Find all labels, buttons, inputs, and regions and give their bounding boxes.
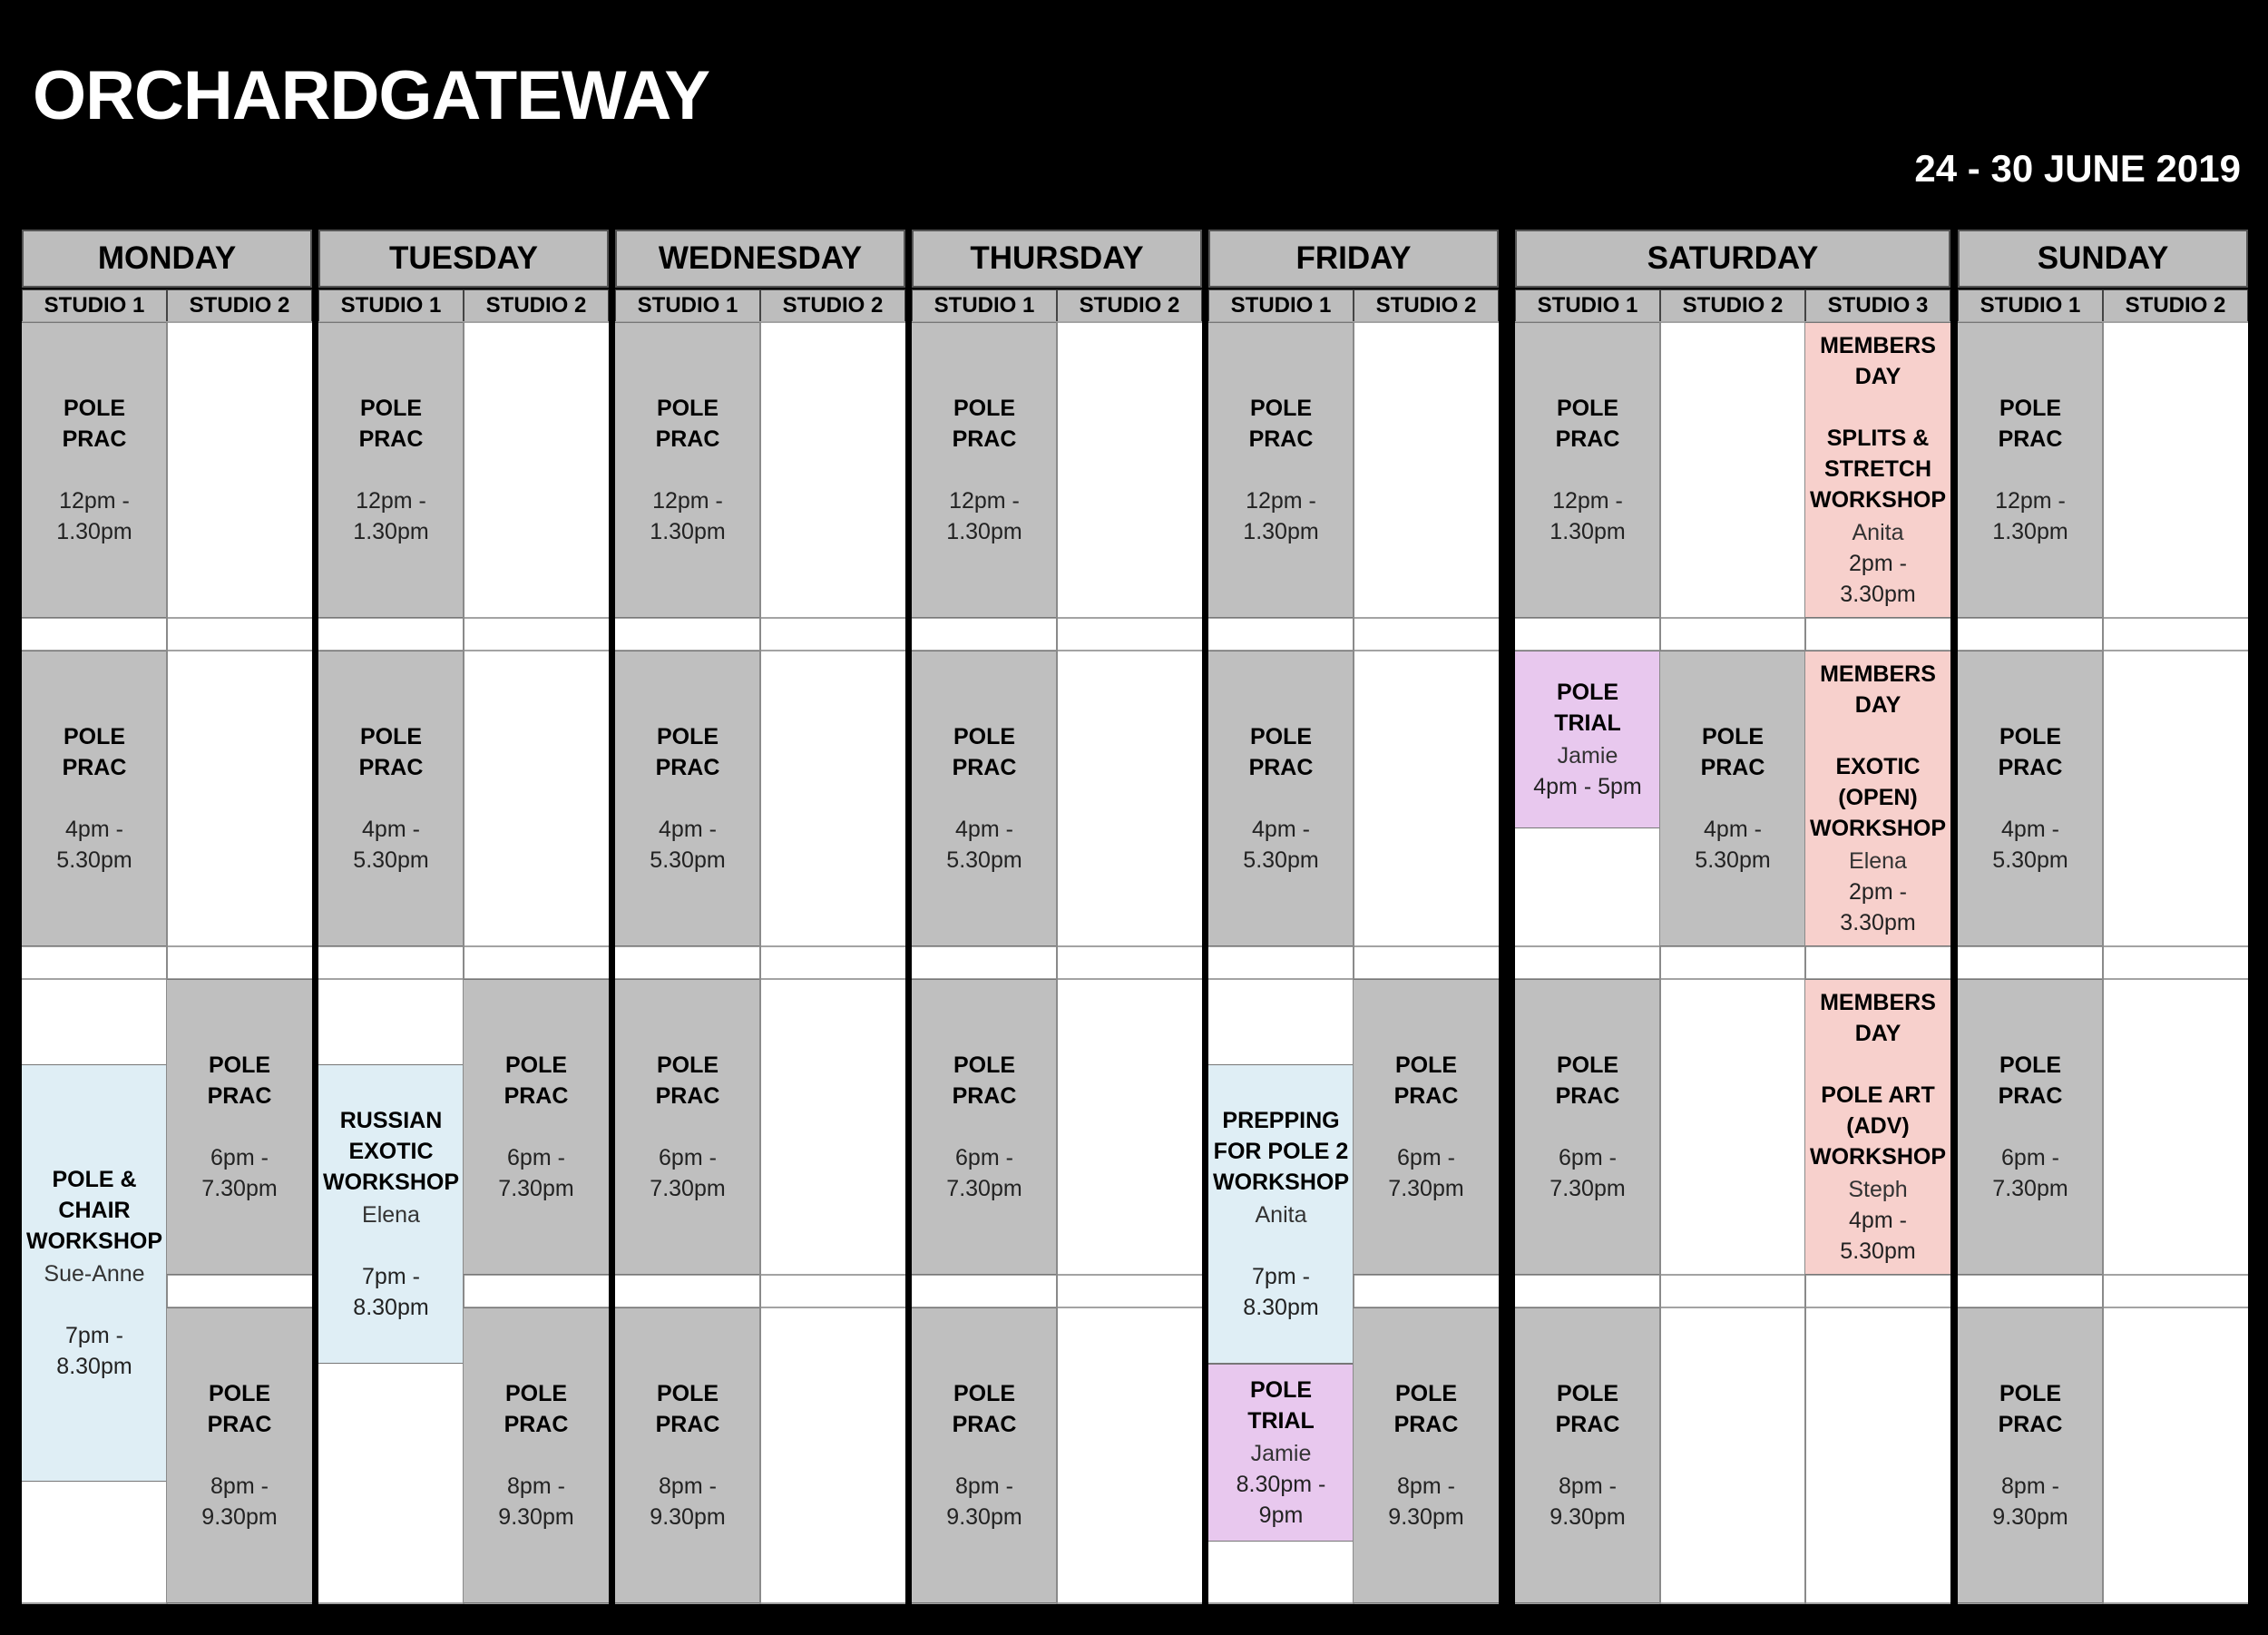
grid-line bbox=[1660, 1602, 1805, 1604]
grid-line bbox=[22, 1602, 167, 1604]
class-block[interactable] bbox=[615, 1307, 760, 1603]
day-header: WEDNESDAY bbox=[615, 230, 905, 288]
class-time: 8pm - 9.30pm bbox=[201, 1473, 278, 1530]
grid-line bbox=[760, 617, 905, 619]
class-title: PREPPING FOR POLE 2 WORKSHOP bbox=[1213, 1108, 1349, 1195]
class-block[interactable] bbox=[167, 1307, 312, 1603]
grid-line bbox=[464, 321, 609, 323]
studio-header: STUDIO 1 bbox=[318, 289, 464, 322]
class-block[interactable] bbox=[615, 651, 760, 946]
class-instructor: Anita bbox=[1255, 1202, 1307, 1228]
class-title: POLE & CHAIR WORKSHOP bbox=[26, 1167, 162, 1254]
class-time: 4pm - 5.30pm bbox=[1695, 817, 1771, 873]
class-block[interactable] bbox=[1515, 322, 1660, 618]
grid-line bbox=[1057, 978, 1202, 980]
grid-line bbox=[1354, 617, 1499, 619]
class-title: MEMBERS DAY SPLITS & STRETCH WORKSHOP bbox=[1810, 333, 1946, 513]
class-time: 12pm - 1.30pm bbox=[56, 488, 132, 544]
class-block[interactable] bbox=[1805, 651, 1950, 946]
grid-line bbox=[2103, 650, 2248, 651]
day-wednesday bbox=[615, 230, 905, 1604]
class-instructor: Anita bbox=[1852, 520, 1904, 545]
studio-column-studio-1 bbox=[318, 289, 464, 1604]
grid-line bbox=[1660, 1274, 1805, 1276]
grid-line bbox=[760, 1307, 905, 1308]
grid-line bbox=[760, 1602, 905, 1604]
class-block[interactable] bbox=[615, 979, 760, 1275]
class-time: 4pm - 5.30pm bbox=[1992, 817, 2068, 873]
class-block[interactable] bbox=[464, 1307, 609, 1603]
grid-line bbox=[1354, 321, 1499, 323]
column-divider bbox=[1056, 322, 1058, 1604]
column-divider bbox=[1659, 322, 1661, 1604]
studio-column-studio-1 bbox=[1208, 289, 1354, 1604]
grid-line bbox=[1515, 945, 1660, 947]
grid-line bbox=[1208, 978, 1354, 980]
grid-line bbox=[1057, 1602, 1202, 1604]
grid-line bbox=[1057, 650, 1202, 651]
class-block[interactable] bbox=[318, 322, 464, 618]
class-time: 4pm - 5.30pm bbox=[946, 817, 1022, 873]
day-monday bbox=[22, 230, 312, 1604]
grid-line bbox=[1354, 945, 1499, 947]
studio-column-studio-1 bbox=[615, 289, 760, 1604]
studio-header: STUDIO 2 bbox=[464, 289, 609, 322]
grid-line bbox=[2103, 945, 2248, 947]
class-block[interactable] bbox=[912, 322, 1057, 618]
class-time: 7pm - 8.30pm bbox=[56, 1323, 132, 1379]
class-instructor: Jamie bbox=[1250, 1441, 1312, 1466]
class-title: POLE PRAC bbox=[62, 724, 127, 780]
class-title: POLE PRAC bbox=[1998, 724, 2063, 780]
class-title: POLE PRAC bbox=[503, 1381, 569, 1437]
class-instructor: Sue-Anne bbox=[44, 1261, 145, 1287]
class-title: POLE PRAC bbox=[62, 396, 127, 452]
class-title: POLE PRAC bbox=[1998, 1052, 2063, 1109]
grid-line bbox=[2103, 321, 2248, 323]
class-title: POLE TRIAL bbox=[1554, 680, 1621, 736]
class-block[interactable] bbox=[1515, 979, 1660, 1275]
class-time: 4pm - 5pm bbox=[1533, 774, 1642, 799]
class-time: 4pm - 5.30pm bbox=[1243, 817, 1319, 873]
studio-column-studio-2 bbox=[2103, 289, 2248, 1604]
studio-header: STUDIO 2 bbox=[760, 289, 905, 322]
studio-column-studio-1 bbox=[22, 289, 167, 1604]
class-instructor: Steph bbox=[1848, 1177, 1908, 1202]
class-time: 4pm - 5.30pm bbox=[1840, 1208, 1916, 1264]
day-header: TUESDAY bbox=[318, 230, 609, 288]
class-title: POLE PRAC bbox=[1998, 1381, 2063, 1437]
grid-line bbox=[2103, 617, 2248, 619]
day-sunday bbox=[1958, 230, 2248, 1604]
studio-header: STUDIO 1 bbox=[615, 289, 760, 322]
grid-line bbox=[1805, 1602, 1950, 1604]
class-time: 6pm - 7.30pm bbox=[1388, 1145, 1464, 1201]
grid-line bbox=[1805, 1307, 1950, 1308]
class-time: 2pm - 3.30pm bbox=[1840, 551, 1916, 607]
grid-line bbox=[760, 978, 905, 980]
studio-column-studio-1 bbox=[912, 289, 1057, 1604]
class-block[interactable] bbox=[464, 979, 609, 1275]
class-title: POLE PRAC bbox=[952, 396, 1017, 452]
class-title: MEMBERS DAY POLE ART (ADV) WORKSHOP bbox=[1810, 990, 1946, 1170]
class-title: POLE PRAC bbox=[1998, 396, 2063, 452]
class-block[interactable] bbox=[318, 651, 464, 946]
class-time: 7pm - 8.30pm bbox=[1243, 1264, 1319, 1320]
class-title: POLE PRAC bbox=[1393, 1381, 1459, 1437]
class-title: POLE PRAC bbox=[1248, 396, 1314, 452]
class-title: POLE PRAC bbox=[1555, 396, 1620, 452]
class-time: 6pm - 7.30pm bbox=[1992, 1145, 2068, 1201]
grid-line bbox=[167, 617, 312, 619]
studio-column-studio-2 bbox=[1354, 289, 1499, 1604]
class-instructor: Elena bbox=[1849, 848, 1907, 874]
studio-header: STUDIO 2 bbox=[1660, 289, 1805, 322]
class-time: 12pm - 1.30pm bbox=[353, 488, 429, 544]
grid-line bbox=[464, 650, 609, 651]
class-block[interactable] bbox=[318, 1064, 464, 1364]
class-time: 8pm - 9.30pm bbox=[650, 1473, 726, 1530]
studio-header: STUDIO 1 bbox=[1208, 289, 1354, 322]
class-block[interactable] bbox=[1515, 1307, 1660, 1603]
grid-line bbox=[2103, 1274, 2248, 1276]
class-time: 7pm - 8.30pm bbox=[353, 1264, 429, 1320]
class-title: RUSSIAN EXOTIC WORKSHOP bbox=[323, 1108, 459, 1195]
day-header: THURSDAY bbox=[912, 230, 1202, 288]
day-friday bbox=[1208, 230, 1499, 1604]
class-time: 12pm - 1.30pm bbox=[946, 488, 1022, 544]
grid-line bbox=[464, 945, 609, 947]
class-title: POLE PRAC bbox=[1393, 1052, 1459, 1109]
class-title: POLE TRIAL bbox=[1247, 1377, 1315, 1434]
studio-column-studio-2 bbox=[1660, 289, 1805, 1604]
grid-line bbox=[1660, 321, 1805, 323]
class-instructor: Elena bbox=[362, 1202, 420, 1228]
grid-line bbox=[318, 1602, 464, 1604]
class-time: 4pm - 5.30pm bbox=[650, 817, 726, 873]
grid-line bbox=[167, 650, 312, 651]
studio-header: STUDIO 2 bbox=[1057, 289, 1202, 322]
class-block[interactable] bbox=[1515, 651, 1660, 828]
class-title: POLE PRAC bbox=[1555, 1381, 1620, 1437]
class-time: 6pm - 7.30pm bbox=[201, 1145, 278, 1201]
class-title: POLE PRAC bbox=[655, 724, 720, 780]
class-block[interactable] bbox=[1958, 651, 2103, 946]
grid-line bbox=[167, 321, 312, 323]
class-block[interactable] bbox=[167, 979, 312, 1275]
class-block[interactable] bbox=[912, 651, 1057, 946]
class-block[interactable] bbox=[912, 979, 1057, 1275]
studio-column-studio-1 bbox=[1515, 289, 1660, 1604]
grid-line bbox=[22, 978, 167, 980]
class-block[interactable] bbox=[1958, 1307, 2103, 1603]
class-instructor: Jamie bbox=[1557, 743, 1618, 769]
class-time: 12pm - 1.30pm bbox=[1992, 488, 2068, 544]
grid-line bbox=[1057, 1307, 1202, 1308]
page-title: ORCHARDGATEWAY bbox=[33, 57, 710, 134]
studio-column-studio-2 bbox=[464, 289, 609, 1604]
class-time: 8pm - 9.30pm bbox=[1388, 1473, 1464, 1530]
grid-line bbox=[1660, 1307, 1805, 1308]
grid-line bbox=[1660, 617, 1805, 619]
class-time: 8pm - 9.30pm bbox=[1992, 1473, 2068, 1530]
studio-header: STUDIO 3 bbox=[1805, 289, 1950, 322]
class-block[interactable] bbox=[1354, 979, 1499, 1275]
grid-line bbox=[1057, 1274, 1202, 1276]
grid-line bbox=[1208, 1602, 1354, 1604]
grid-line bbox=[318, 978, 464, 980]
class-title: POLE PRAC bbox=[207, 1381, 272, 1437]
day-header: SUNDAY bbox=[1958, 230, 2248, 288]
grid-line bbox=[1057, 617, 1202, 619]
class-block[interactable] bbox=[912, 1307, 1057, 1603]
class-block[interactable] bbox=[1208, 651, 1354, 946]
class-block[interactable] bbox=[615, 322, 760, 618]
day-header: FRIDAY bbox=[1208, 230, 1499, 288]
class-block[interactable] bbox=[1354, 1307, 1499, 1603]
class-block[interactable] bbox=[22, 322, 167, 618]
class-time: 6pm - 7.30pm bbox=[650, 1145, 726, 1201]
class-time: 8.30pm - 9pm bbox=[1236, 1472, 1326, 1528]
class-block[interactable] bbox=[1208, 1064, 1354, 1364]
studio-header: STUDIO 1 bbox=[1958, 289, 2103, 322]
class-time: 4pm - 5.30pm bbox=[353, 817, 429, 873]
class-time: 12pm - 1.30pm bbox=[1549, 488, 1626, 544]
class-title: POLE PRAC bbox=[952, 724, 1017, 780]
class-title: POLE PRAC bbox=[358, 724, 424, 780]
class-title: POLE PRAC bbox=[655, 1381, 720, 1437]
column-divider bbox=[759, 322, 761, 1604]
studio-column-studio-1 bbox=[1958, 289, 2103, 1604]
class-time: 6pm - 7.30pm bbox=[498, 1145, 574, 1201]
class-block[interactable] bbox=[1660, 651, 1805, 946]
day-header: MONDAY bbox=[22, 230, 312, 288]
studio-header: STUDIO 1 bbox=[22, 289, 167, 322]
class-title: POLE PRAC bbox=[1555, 1052, 1620, 1109]
class-title: POLE PRAC bbox=[655, 1052, 720, 1109]
grid-line bbox=[760, 650, 905, 651]
class-block[interactable] bbox=[1208, 322, 1354, 618]
class-time: 8pm - 9.30pm bbox=[498, 1473, 574, 1530]
day-saturday bbox=[1515, 230, 1950, 1604]
day-tuesday bbox=[318, 230, 609, 1604]
class-title: POLE PRAC bbox=[1248, 724, 1314, 780]
grid-line bbox=[2103, 978, 2248, 980]
grid-line bbox=[1057, 321, 1202, 323]
grid-line bbox=[2103, 1602, 2248, 1604]
class-time: 8pm - 9.30pm bbox=[946, 1473, 1022, 1530]
class-time: 2pm - 3.30pm bbox=[1840, 879, 1916, 935]
grid-line bbox=[2103, 1307, 2248, 1308]
grid-line bbox=[1354, 650, 1499, 651]
class-time: 12pm - 1.30pm bbox=[1243, 488, 1319, 544]
class-block[interactable] bbox=[1208, 1364, 1354, 1542]
class-time: 12pm - 1.30pm bbox=[650, 488, 726, 544]
date-range: 24 - 30 JUNE 2019 bbox=[1914, 147, 2241, 190]
class-block[interactable] bbox=[1805, 979, 1950, 1275]
class-time: 6pm - 7.30pm bbox=[946, 1145, 1022, 1201]
studio-header: STUDIO 1 bbox=[1515, 289, 1660, 322]
class-block[interactable] bbox=[1805, 322, 1950, 618]
studio-column-studio-2 bbox=[1057, 289, 1202, 1604]
class-title: POLE PRAC bbox=[207, 1052, 272, 1109]
studio-column-studio-3 bbox=[1805, 289, 1950, 1604]
class-time: 8pm - 9.30pm bbox=[1549, 1473, 1626, 1530]
grid-line bbox=[760, 1274, 905, 1276]
class-block[interactable] bbox=[22, 651, 167, 946]
class-title: POLE PRAC bbox=[655, 396, 720, 452]
grid-line bbox=[1057, 945, 1202, 947]
class-title: POLE PRAC bbox=[952, 1381, 1017, 1437]
grid-line bbox=[760, 321, 905, 323]
studio-header: STUDIO 2 bbox=[2103, 289, 2248, 322]
class-title: POLE PRAC bbox=[358, 396, 424, 452]
class-title: POLE PRAC bbox=[503, 1052, 569, 1109]
studio-header: STUDIO 1 bbox=[912, 289, 1057, 322]
studio-column-studio-2 bbox=[760, 289, 905, 1604]
class-time: 6pm - 7.30pm bbox=[1549, 1145, 1626, 1201]
class-time: 4pm - 5.30pm bbox=[56, 817, 132, 873]
class-title: POLE PRAC bbox=[1700, 724, 1765, 780]
day-thursday bbox=[912, 230, 1202, 1604]
class-block[interactable] bbox=[1958, 979, 2103, 1275]
class-block[interactable] bbox=[1958, 322, 2103, 618]
column-divider bbox=[2102, 322, 2104, 1604]
class-title: POLE PRAC bbox=[952, 1052, 1017, 1109]
class-title: MEMBERS DAY EXOTIC (OPEN) WORKSHOP bbox=[1810, 661, 1946, 841]
studio-header: STUDIO 2 bbox=[167, 289, 312, 322]
grid-line bbox=[760, 945, 905, 947]
studio-column-studio-2 bbox=[167, 289, 312, 1604]
grid-line bbox=[1660, 978, 1805, 980]
day-header: SATURDAY bbox=[1515, 230, 1950, 288]
class-block[interactable] bbox=[22, 1064, 167, 1482]
studio-header: STUDIO 2 bbox=[1354, 289, 1499, 322]
grid-line bbox=[167, 945, 312, 947]
grid-line bbox=[464, 617, 609, 619]
